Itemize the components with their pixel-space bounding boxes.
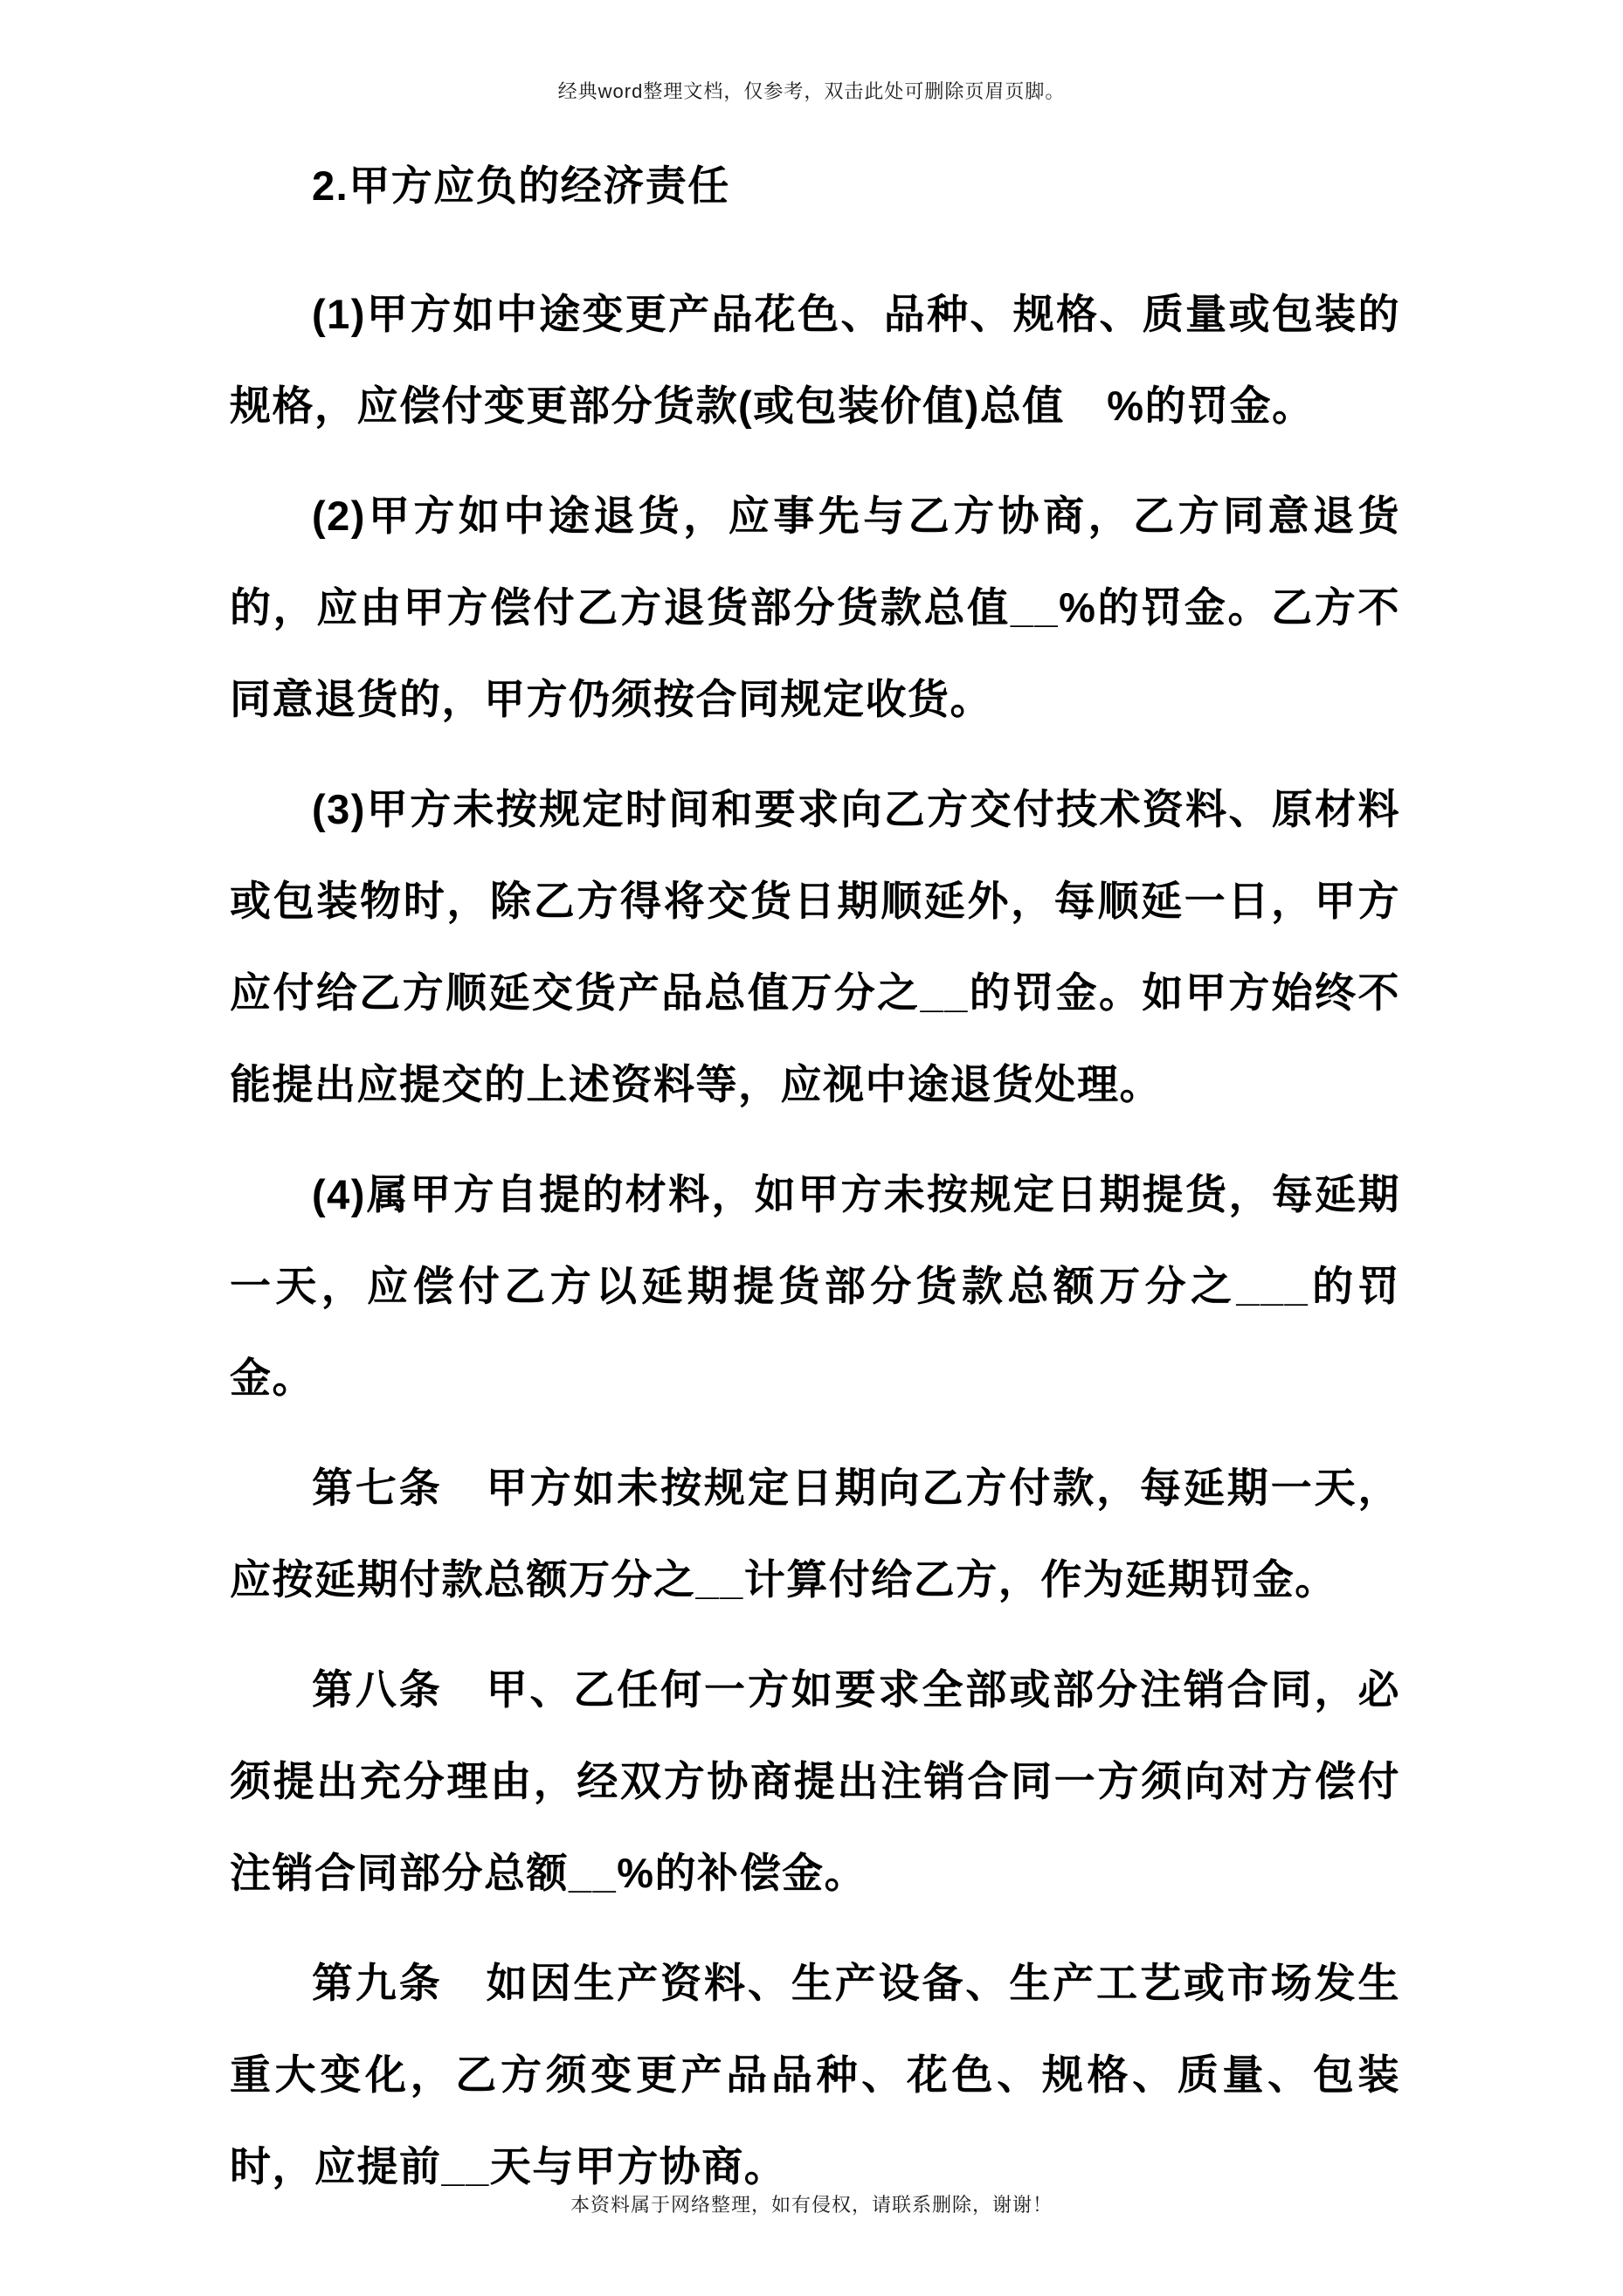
paragraph-clause-2: (2)甲方如中途退货，应事先与乙方协商，乙方同意退货的，应由甲方偿付乙方退货部分货款总值__%的罚金。乙方不同意退货的，甲方仍须按合同规定收货。 [230,493,1400,722]
page-footer-note: 本资料属于网络整理，如有侵权，请联系删除，谢谢！ [570,2194,1053,2216]
paragraph-article-7: 第七条 甲方如未按规定日期向乙方付款，每延期一天，应按延期付款总额万分之__计算付给乙方，作为延期罚金。 [230,1465,1400,1603]
paragraph-clause-4: (4)属甲方自提的材料，如甲方未按规定日期提货，每延期一天，应偿付乙方以延期提货部分货款总额万分之___的罚金。 [230,1171,1400,1401]
page-header-note: 经典word整理文档，仅参考，双击此处可删除页眉页脚。 [557,80,1066,102]
paragraph-clause-1: (1)甲方如中途变更产品花色、品种、规格、质量或包装的规格，应偿付变更部分货款(或包装价值)总值 %的罚金。 [230,291,1400,429]
paragraph-article-8: 第八条 甲、乙任何一方如要求全部或部分注销合同，必须提出充分理由，经双方协商提出注销合同一方须向对方偿付注销合同部分总额__%的补偿金。 [230,1666,1400,1896]
document-body [230,140,1400,2230]
paragraph-article-9: 第九条 如因生产资料、生产设备、生产工艺或市场发生重大变化，乙方须变更产品品种、花色、规格、质量、包装时，应提前__天与甲方协商。 [230,1960,1400,2189]
paragraph-clause-3: (3)甲方未按规定时间和要求向乙方交付技术资料、原材料或包装物时，除乙方得将交货日期顺延外，每顺延一日，甲方应付给乙方顺延交货产品总值万分之__的罚金。如甲方始终不能提出应提交的上述资料等，应视中途退货处理。 [230,786,1400,1107]
paragraph-section-title: 2.甲方应负的经济责任 [312,162,730,209]
